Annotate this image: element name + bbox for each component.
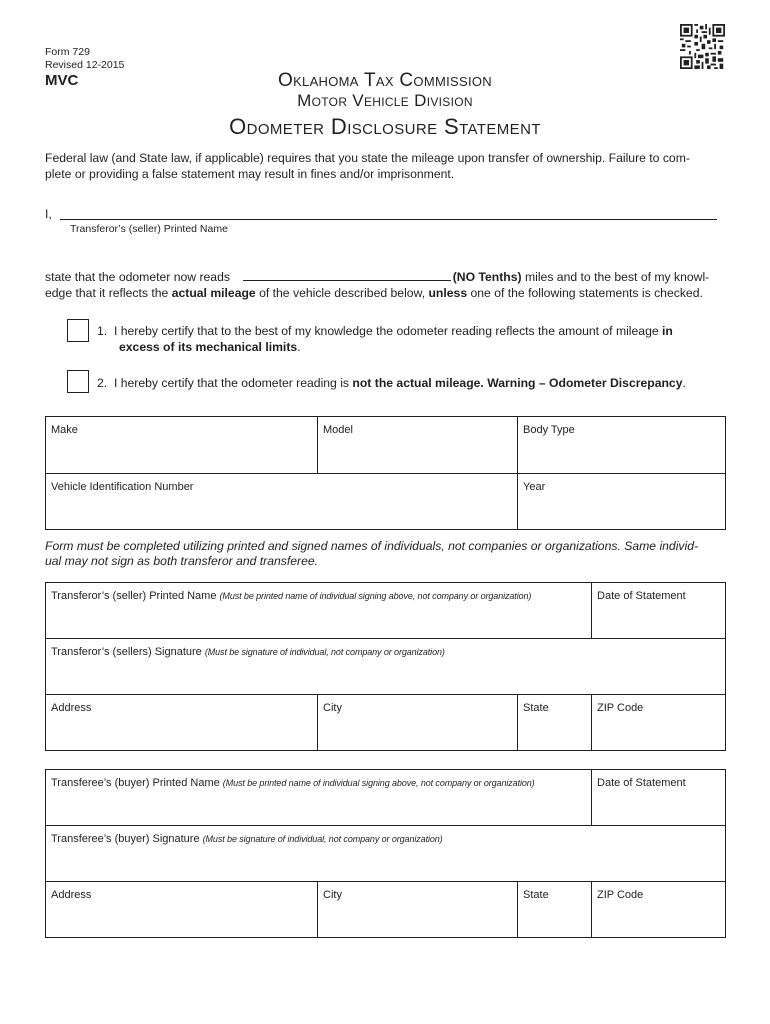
instruction-line-2: ual may not sign as both transferor and transferee. — [45, 554, 319, 568]
transferee-city-field[interactable]: City — [318, 882, 518, 938]
make-field[interactable]: Make — [46, 417, 318, 474]
agency-name: Oklahoma Tax Commission — [278, 70, 492, 91]
model-field[interactable]: Model — [318, 417, 518, 474]
division-name: Motor Vehicle Division — [297, 91, 473, 110]
transferor-state-field[interactable]: State — [518, 695, 592, 751]
transferee-state-field[interactable]: State — [518, 882, 592, 938]
transferee-date-field[interactable]: Date of Statement — [592, 770, 726, 826]
statement-1-cont: excess of its mechanical limits. — [119, 340, 301, 354]
intro-line-1: Federal law (and State law, if applicable) requires that you state the mileage upon transfer of ownership. Failure to com- — [45, 151, 690, 165]
transferor-signature-field[interactable]: Transferor’s (sellers) Signature (Must be signature of individual, not company or organization) — [46, 639, 726, 695]
vehicle-table — [45, 416, 726, 530]
transferee-signature-field[interactable]: Transferee’s (buyer) Signature (Must be signature of individual, not company or organization) — [46, 826, 726, 882]
seller-name-caption: Transferor’s (seller) Printed Name — [70, 223, 228, 235]
transferee-address-field[interactable]: Address — [46, 882, 318, 938]
transferor-address-field[interactable]: Address — [46, 695, 318, 751]
vin-field[interactable]: Vehicle Identification Number — [46, 474, 518, 530]
odometer-line-1: state that the odometer now reads (NO Tenths) miles and to the best of my knowl- — [45, 270, 710, 284]
odometer-reading-field[interactable] — [243, 280, 451, 281]
transferor-table — [45, 582, 726, 751]
qr-code-icon — [680, 24, 725, 69]
intro-line-2: plete or providing a false statement may result in fines and/or imprisonment. — [45, 167, 455, 181]
odometer-discrepancy-checkbox[interactable] — [67, 370, 89, 393]
page-title: Odometer Disclosure Statement — [229, 114, 541, 139]
seller-name-field[interactable] — [60, 219, 717, 220]
seller-prefix: I, — [45, 207, 52, 221]
transferee-table — [45, 769, 726, 938]
body-type-field[interactable]: Body Type — [518, 417, 726, 474]
transferor-zip-field[interactable]: ZIP Code — [592, 695, 726, 751]
instruction-line-1: Form must be completed utilizing printed and signed names of individuals, not companies or organizations. Same individ- — [45, 539, 699, 553]
transferor-name-field[interactable]: Transferor’s (seller) Printed Name (Must be printed name of individual signing above, not company or organization) — [46, 583, 592, 639]
revised-date: Revised 12-2015 — [45, 59, 125, 71]
transferee-name-field[interactable]: Transferee’s (buyer) Printed Name (Must be printed name of individual signing above, not company or organization) — [46, 770, 592, 826]
statement-1: 1. I hereby certify that to the best of my knowledge the odometer reading reflects the amount of mileage in — [97, 324, 673, 338]
transferor-city-field[interactable]: City — [318, 695, 518, 751]
form-number: Form 729 — [45, 46, 90, 58]
division-code: MVC — [45, 72, 79, 89]
statement-2: 2. I hereby certify that the odometer reading is not the actual mileage. Warning – Odometer Discrepancy. — [97, 376, 686, 390]
odometer-line-2: edge that it reflects the actual mileage of the vehicle described below, unless one of the following statements is checked. — [45, 286, 703, 300]
year-field[interactable]: Year — [518, 474, 726, 530]
transferor-date-field[interactable]: Date of Statement — [592, 583, 726, 639]
transferee-zip-field[interactable]: ZIP Code — [592, 882, 726, 938]
mechanical-limits-checkbox[interactable] — [67, 319, 89, 342]
